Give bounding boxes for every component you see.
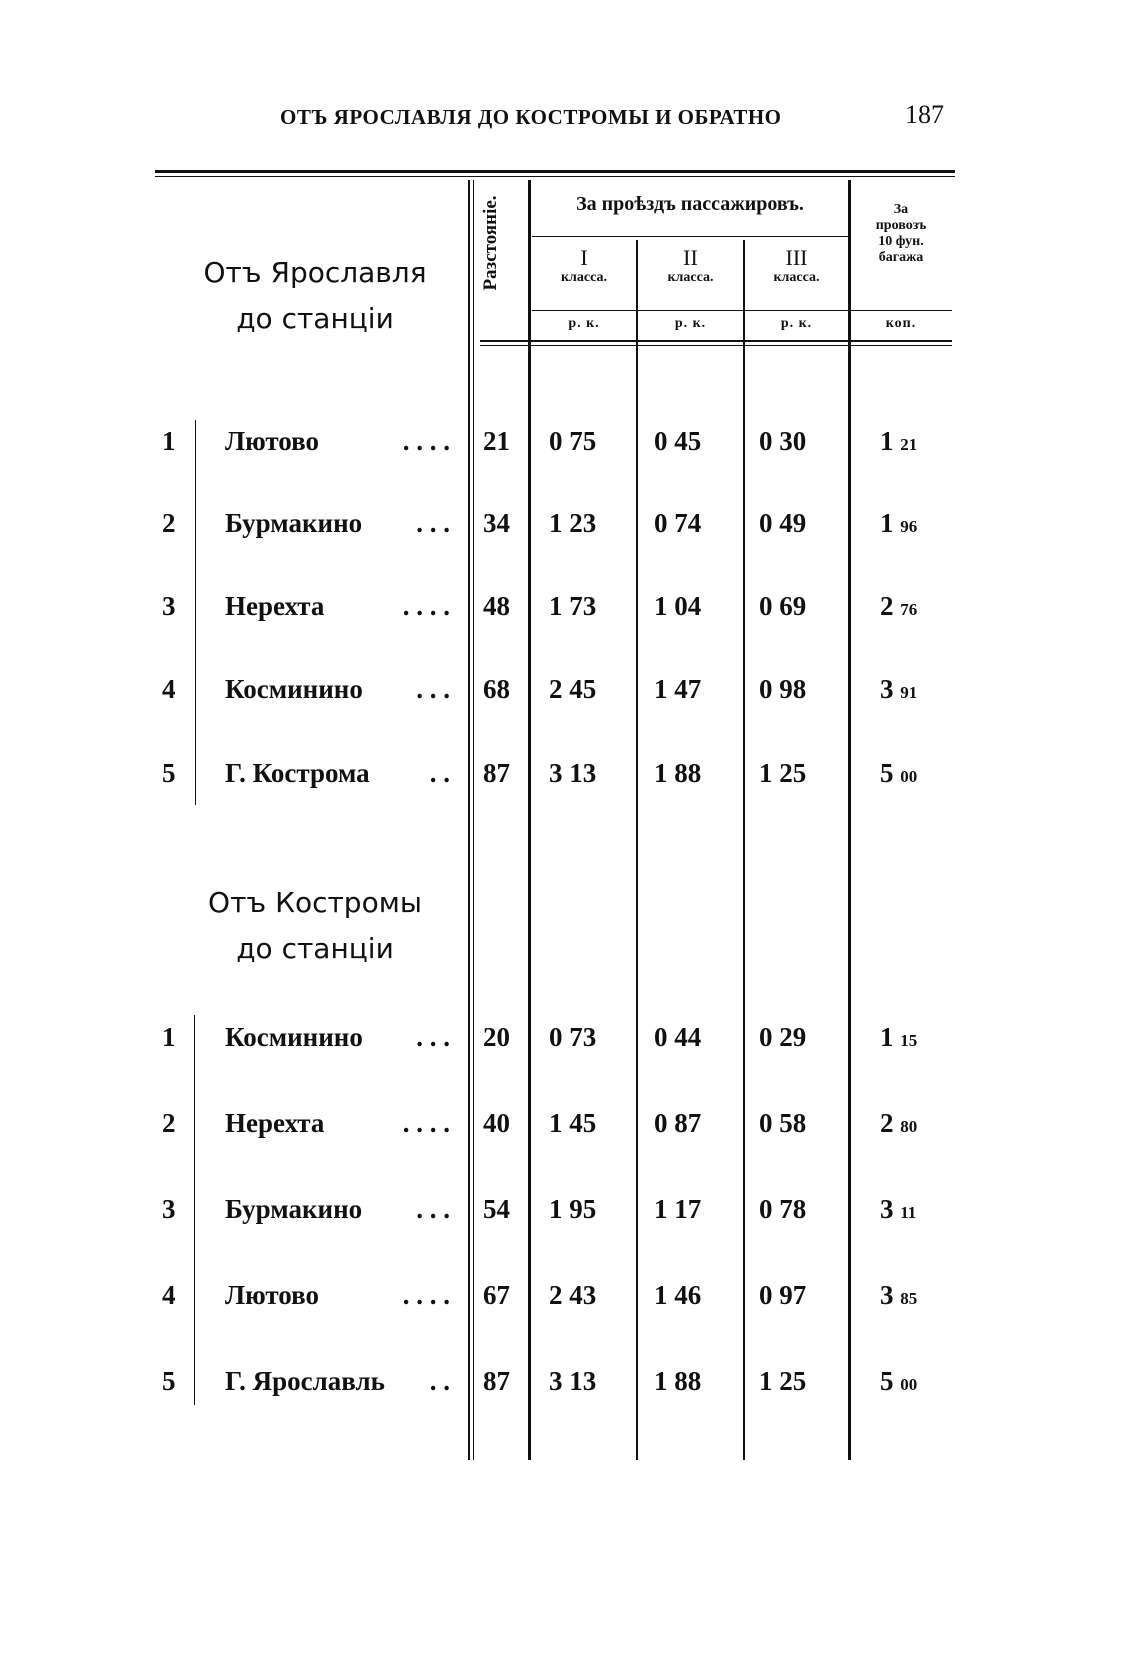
station-name: Г. Ярославль [225,1366,385,1396]
table-row [0,1100,1140,1150]
fare-class-3: 0 97 [759,1280,807,1310]
class-1-word: класса. [560,270,608,285]
distance: 87 [483,1366,510,1396]
leader-dots: . . [429,1366,450,1396]
class-2-header [638,246,743,286]
station-name: Лютово [225,1280,320,1310]
table-row [0,666,1140,716]
section-2-heading-line-1: Отъ Костромы [208,886,422,919]
baggage-kopecks: 00 [900,1375,918,1394]
station-name: Бурмакино [225,1194,363,1224]
leader-dots: . . . [416,674,450,704]
baggage-header [851,202,951,266]
class-3-numeral: III [785,245,808,270]
row-number: 5 [162,1366,176,1396]
baggage-line-4: багажа [878,250,924,265]
distance: 34 [483,508,510,538]
baggage-fee [880,1108,917,1139]
baggage-fee [880,758,917,789]
table-row [0,418,1140,468]
row-number: 2 [162,1108,176,1138]
baggage-rubles: 5 [880,1366,894,1396]
baggage-fee [880,1194,916,1225]
leader-dots: . . . [416,1194,450,1224]
station-name: Нерехта [225,591,325,621]
baggage-kopecks: 85 [900,1289,918,1308]
fare-class-3: 0 58 [759,1108,807,1138]
distance-header: Разстояніе. [480,195,501,291]
section-1-heading-line-2: до станціи [236,302,394,335]
leader-dots: . . . [416,508,450,538]
leader-dots: . . [429,758,450,788]
col-line-class3-right [848,180,851,1460]
class-2-word: класса. [667,270,714,285]
class-1-header [532,246,636,286]
fare-class-1: 1 23 [549,508,597,538]
baggage-fee [880,674,917,705]
row-number: 1 [162,426,176,456]
top-rule [155,170,955,173]
leader-dots: . . . [416,1022,450,1052]
baggage-kopecks: 15 [900,1031,918,1050]
table-row [0,1186,1140,1236]
fare-group-rule [532,236,848,237]
baggage-kopecks: 00 [900,767,918,786]
baggage-unit: коп. [885,316,917,331]
baggage-rubles: 2 [880,1108,894,1138]
table-row [0,750,1140,800]
row-number: 4 [162,1280,176,1310]
section-2-heading [180,880,450,972]
fare-class-3: 0 49 [759,508,807,538]
fare-class-2: 1 17 [654,1194,702,1224]
fare-class-1: 2 45 [549,674,597,704]
fare-class-3: 0 29 [759,1022,807,1052]
fare-class-1: 1 73 [549,591,597,621]
baggage-fee [880,1280,917,1311]
baggage-kopecks: 11 [900,1203,917,1222]
fare-class-2: 1 04 [654,591,702,621]
baggage-rubles: 3 [880,674,894,704]
col-line-distance-left2 [473,180,474,1460]
station-name: Нерехта [225,1108,325,1138]
leader-dots: . . . . [402,426,450,456]
running-title: ОТЪ ЯРОСЛАВЛЯ ДО КОСТРОМЫ И ОБРАТНО [280,105,782,129]
section-2-heading-line-2: до станціи [236,932,394,965]
baggage-fee [880,1022,917,1053]
baggage-rubles: 1 [880,508,894,538]
fare-class-1: 0 75 [549,426,597,456]
distance: 67 [483,1280,510,1310]
baggage-line-1: За [893,202,909,217]
baggage-rubles: 2 [880,591,894,621]
fare-class-3: 1 25 [759,1366,807,1396]
leader-dots: . . . . [402,1108,450,1138]
distance: 68 [483,674,510,704]
baggage-fee [880,591,917,622]
table-row [0,583,1140,633]
fare-class-3: 0 78 [759,1194,807,1224]
fare-class-2: 0 45 [654,426,702,456]
table-row [0,1272,1140,1322]
class-2-unit: р. к. [674,316,707,331]
fare-class-2: 0 87 [654,1108,702,1138]
fare-class-3: 0 98 [759,674,807,704]
distance: 48 [483,591,510,621]
fare-class-2: 0 74 [654,508,702,538]
fare-class-1: 3 13 [549,758,597,788]
baggage-rubles: 3 [880,1280,894,1310]
fare-class-1: 1 95 [549,1194,597,1224]
station-name: Лютово [225,426,320,456]
page-number: 187 [905,100,944,129]
baggage-rubles: 5 [880,758,894,788]
baggage-line-3: 10 фун. [878,234,924,249]
row-number: 2 [162,508,176,538]
distance: 21 [483,426,510,456]
distance: 54 [483,1194,510,1224]
fare-class-3: 1 25 [759,758,807,788]
class-1-unit: р. к. [568,316,600,331]
class-rule [532,310,952,311]
baggage-kopecks: 91 [900,683,918,702]
table-row [0,1014,1140,1064]
baggage-kopecks: 21 [900,435,918,454]
distance: 87 [483,758,510,788]
class-3-unit: р. к. [780,316,813,331]
baggage-kopecks: 96 [900,517,918,536]
fare-class-2: 1 47 [654,674,702,704]
class-2-numeral: II [683,245,698,270]
header-bottom-rule [480,340,952,342]
baggage-fee [880,426,917,457]
fare-class-1: 2 43 [549,1280,597,1310]
baggage-rubles: 1 [880,426,894,456]
leader-dots: . . . . [402,1280,450,1310]
table-row [0,1358,1140,1408]
baggage-rubles: 1 [880,1022,894,1052]
fare-class-1: 3 13 [549,1366,597,1396]
baggage-rubles: 3 [880,1194,894,1224]
distance: 20 [483,1022,510,1052]
fare-class-3: 0 69 [759,591,807,621]
class-3-word: класса. [773,270,820,285]
row-number: 3 [162,1194,176,1224]
header-bottom-rule-thin [480,345,952,346]
table-row [0,500,1140,550]
leader-dots: . . . . [402,591,450,621]
fare-class-2: 1 88 [654,1366,702,1396]
section-1-heading-line-1: Отъ Ярославля [203,256,427,289]
baggage-line-2: провозъ [875,218,927,233]
row-number: 5 [162,758,176,788]
col-line-distance-left [468,180,470,1460]
station-name: Г. Кострома [225,758,370,788]
row-number: 1 [162,1022,176,1052]
section-1-heading [180,250,450,342]
baggage-fee [880,1366,917,1397]
baggage-kopecks: 80 [900,1117,918,1136]
baggage-kopecks: 76 [900,600,918,619]
baggage-fee [880,508,917,539]
fare-class-2: 1 88 [654,758,702,788]
fare-group-header: За проѣздъ пассажировъ. [576,193,804,215]
fare-class-3: 0 30 [759,426,807,456]
row-number: 3 [162,591,176,621]
fare-class-1: 0 73 [549,1022,597,1052]
fare-class-1: 1 45 [549,1108,597,1138]
class-1-numeral: I [580,245,588,270]
col-line-distance-right [528,180,531,1460]
station-name: Косминино [225,674,363,704]
fare-class-2: 1 46 [654,1280,702,1310]
fare-class-2: 0 44 [654,1022,702,1052]
class-3-header [745,246,848,286]
top-rule-thin [155,176,955,177]
row-number: 4 [162,674,176,704]
station-name: Бурмакино [225,508,363,538]
distance: 40 [483,1108,510,1138]
station-name: Косминино [225,1022,363,1052]
